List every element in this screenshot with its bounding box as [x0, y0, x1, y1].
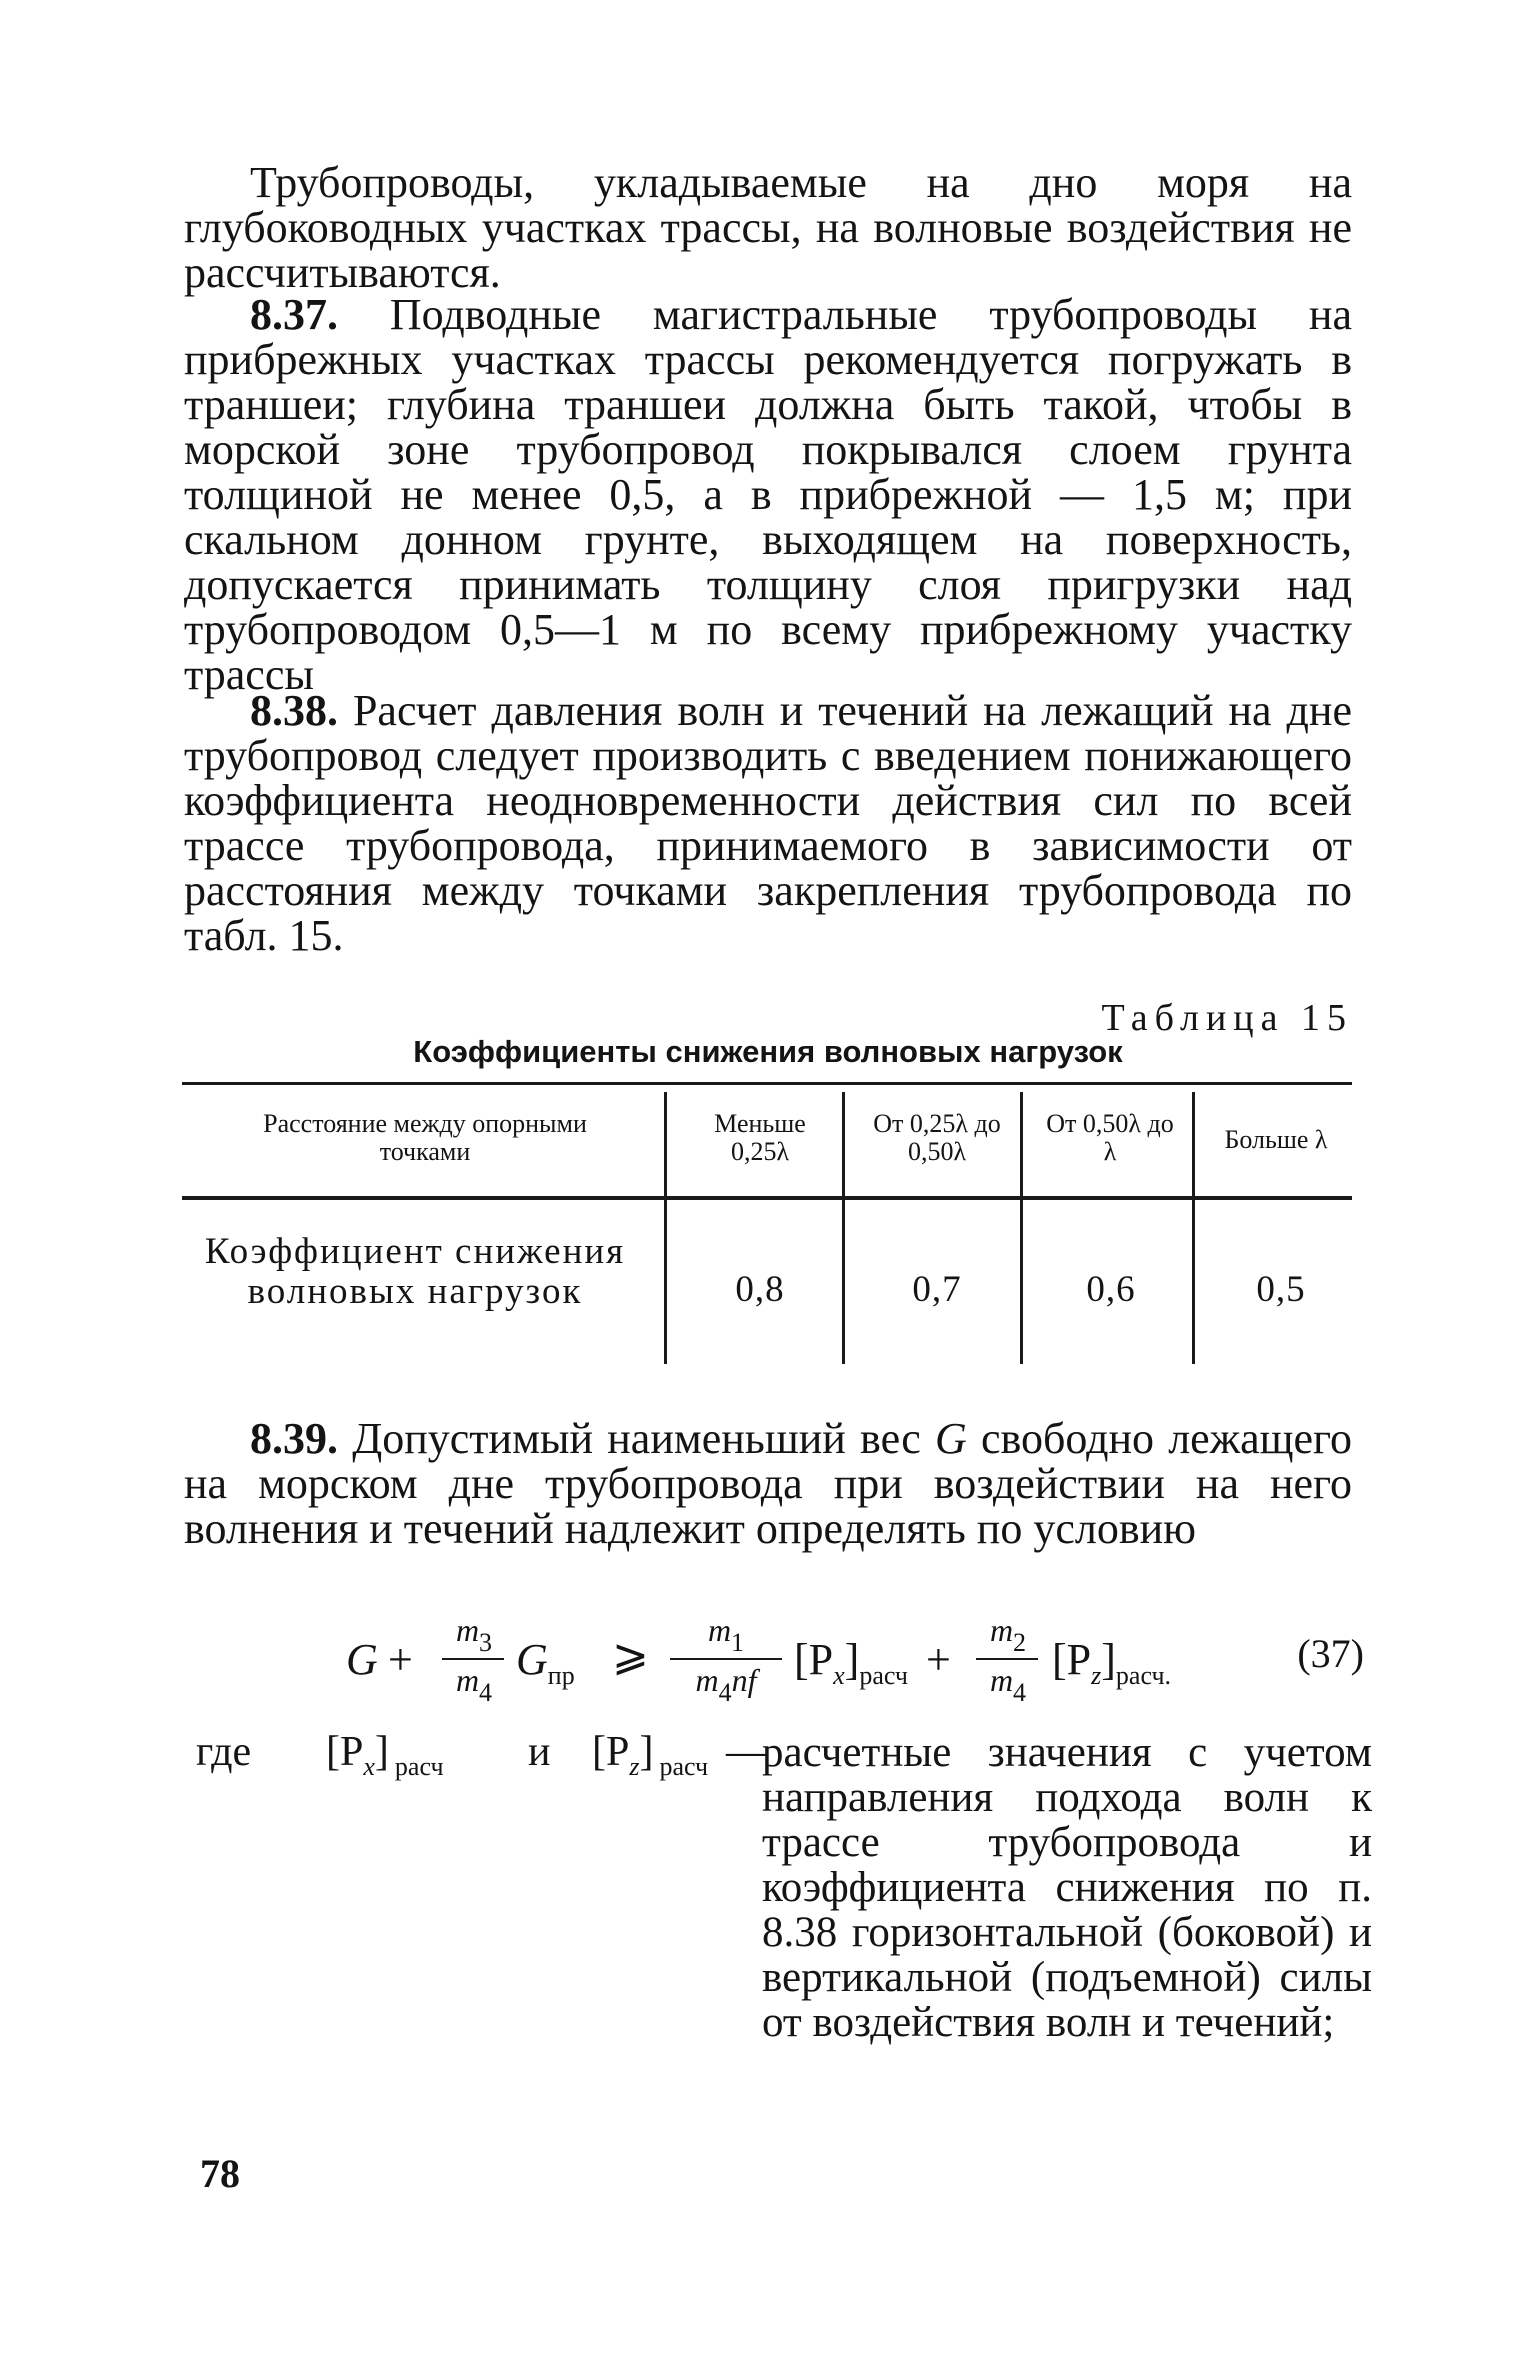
header-col-025-050: От 0,25λ до 0,50λ [873, 1109, 1001, 1166]
m4a-sub: 4 [479, 1678, 493, 1707]
frac-m3 [444, 1612, 504, 1657]
m3: m [455, 1612, 480, 1648]
page-number: 78 [200, 2151, 240, 2196]
m3-sub: 3 [479, 1628, 493, 1657]
where-Pz [592, 1728, 709, 1781]
Pz-sub: z [1091, 1661, 1102, 1690]
where-Px [326, 1728, 444, 1781]
clause-text-8-39-b: свободно лежащего на морском дне трубопровода при воздействии на него волнения и течений надлежит определять по условию [184, 1414, 1353, 1553]
formula-geq: ⩾ [612, 1631, 649, 1680]
table-header-rule [182, 1196, 1352, 1200]
where-Px-rasch: расч [394, 1752, 444, 1781]
where-Px-sub: x [363, 1752, 375, 1781]
table-number: Таблица 15 [1101, 997, 1353, 1039]
Px-close: ] [844, 1635, 860, 1684]
formula-plus-2: + [926, 1635, 951, 1684]
equation-number: (37) [1297, 1631, 1364, 1676]
table-title: Коэффициенты снижения волновых нагрузок [413, 1034, 1123, 1069]
clause-number-8-38: 8.38. [250, 686, 338, 735]
where-Pz-sub: z [629, 1752, 640, 1781]
where-dash: — [726, 1729, 768, 1775]
where-Px-open: [P [326, 1729, 364, 1775]
frac-m4nf [672, 1662, 780, 1707]
cell-value-3: 0,6 [1086, 1269, 1136, 1310]
m4nf-sub: 4 [718, 1678, 732, 1707]
clause-text-8-38: Расчет давления волн и течений на лежащий на дне трубопровод следует производить с введением понижающего коэффициента неодновременности действия сил по всей трассе трубопровода, принимаемого в зависимости от расстояния между точками закрепления трубопровода по табл. 15. [184, 686, 1352, 960]
clause-number-8-37: 8.37. [250, 290, 338, 339]
frac-line-2 [670, 1658, 782, 1660]
where-Pz-open: [P [592, 1729, 630, 1775]
where-Pz-close: ] [639, 1729, 654, 1775]
where-Px-close: ] [374, 1729, 389, 1775]
table-divider-4 [1192, 1092, 1195, 1364]
where-word: где [196, 1729, 252, 1775]
frac-m1 [672, 1612, 780, 1657]
m2: m [989, 1612, 1014, 1648]
where-and: и [528, 1729, 551, 1775]
cell-value-1: 0,8 [735, 1269, 785, 1310]
header-col-less: Меньше 0,25λ [714, 1109, 806, 1166]
frac-line-3 [976, 1658, 1038, 1660]
m2-sub: 2 [1013, 1628, 1027, 1657]
paragraph-8-39 [184, 1416, 1352, 1551]
formula-Pz [1052, 1634, 1172, 1690]
paragraph-8-38 [184, 688, 1352, 958]
where-Pz-rasch: расч [659, 1752, 709, 1781]
Px-open: [P [794, 1635, 834, 1684]
paragraph-deepwater-text: Трубопроводы, укладываемые на дно моря на глубоководных участках трассы, на волновые воздействия не рассчитываются. [184, 158, 1352, 297]
clause-number-8-39: 8.39. [250, 1414, 338, 1463]
clause-text-8-39-a: Допустимый наименьший вес [338, 1414, 935, 1463]
where-description: расчетные значения с учетом направления подхода волн к трассе трубопровода и коэффициента снижения по п. 8.38 горизонтальной (боковой) и вертикальной (подъемной) силы от воздействия волн и течений; [762, 1729, 1372, 2046]
header-row-label: Расстояние между опорными точками [263, 1109, 587, 1166]
Px-rasch: расч [859, 1661, 908, 1690]
m4nf-tail: nf [731, 1662, 757, 1698]
clause-text-8-37: Подводные магистральные трубопроводы на прибрежных участках трассы рекомендуется погружать в траншеи; глубина траншеи должна быть такой, чтобы в морской зоне трубопровод покрывался слоем грунта толщиной не менее 0,5, а в прибрежной — 1,5 м; при скальном донном грунте, выходящем на поверхность, допускается принимать толщину слоя пригрузки над трубопроводом 0,5—1 м по всему прибрежному участку трассы [184, 290, 1352, 699]
frac-m4-b [978, 1662, 1038, 1707]
m4b: m [989, 1662, 1014, 1698]
formula-Px [794, 1634, 908, 1690]
row-label: Коэффициент снижения волновых нагрузок [204, 1231, 626, 1312]
table-divider-3 [1020, 1092, 1023, 1364]
frac-m2 [978, 1612, 1038, 1657]
Pz-rasch: расч. [1115, 1661, 1172, 1690]
m1-sub: 1 [731, 1628, 745, 1657]
Px-sub: x [833, 1661, 845, 1690]
cell-value-4: 0,5 [1256, 1269, 1306, 1310]
formula-Gpr-sub: пр [547, 1661, 575, 1690]
m4nf-m: m [695, 1662, 719, 1698]
frac-m4-a [444, 1662, 504, 1707]
m4b-sub: 4 [1013, 1678, 1027, 1707]
paragraph-deepwater [184, 160, 1352, 295]
table-divider-2 [842, 1092, 845, 1364]
header-col-050-1: От 0,50λ до λ [1046, 1109, 1174, 1166]
formula-plus-1: + [388, 1635, 413, 1684]
Pz-close: ] [1101, 1635, 1116, 1684]
frac-line-1 [442, 1658, 504, 1660]
formula-G: G [346, 1635, 378, 1684]
header-col-more: Больше λ [1224, 1125, 1328, 1154]
m4a: m [455, 1662, 480, 1698]
cell-value-2: 0,7 [912, 1269, 962, 1310]
formula-Gpr: G [516, 1635, 548, 1684]
paragraph-8-37 [184, 292, 1352, 697]
variable-G: G [934, 1414, 967, 1463]
table-divider-1 [664, 1092, 667, 1364]
Pz-open: [P [1052, 1635, 1092, 1684]
table-top-rule [182, 1082, 1352, 1085]
m1: m [707, 1612, 732, 1648]
